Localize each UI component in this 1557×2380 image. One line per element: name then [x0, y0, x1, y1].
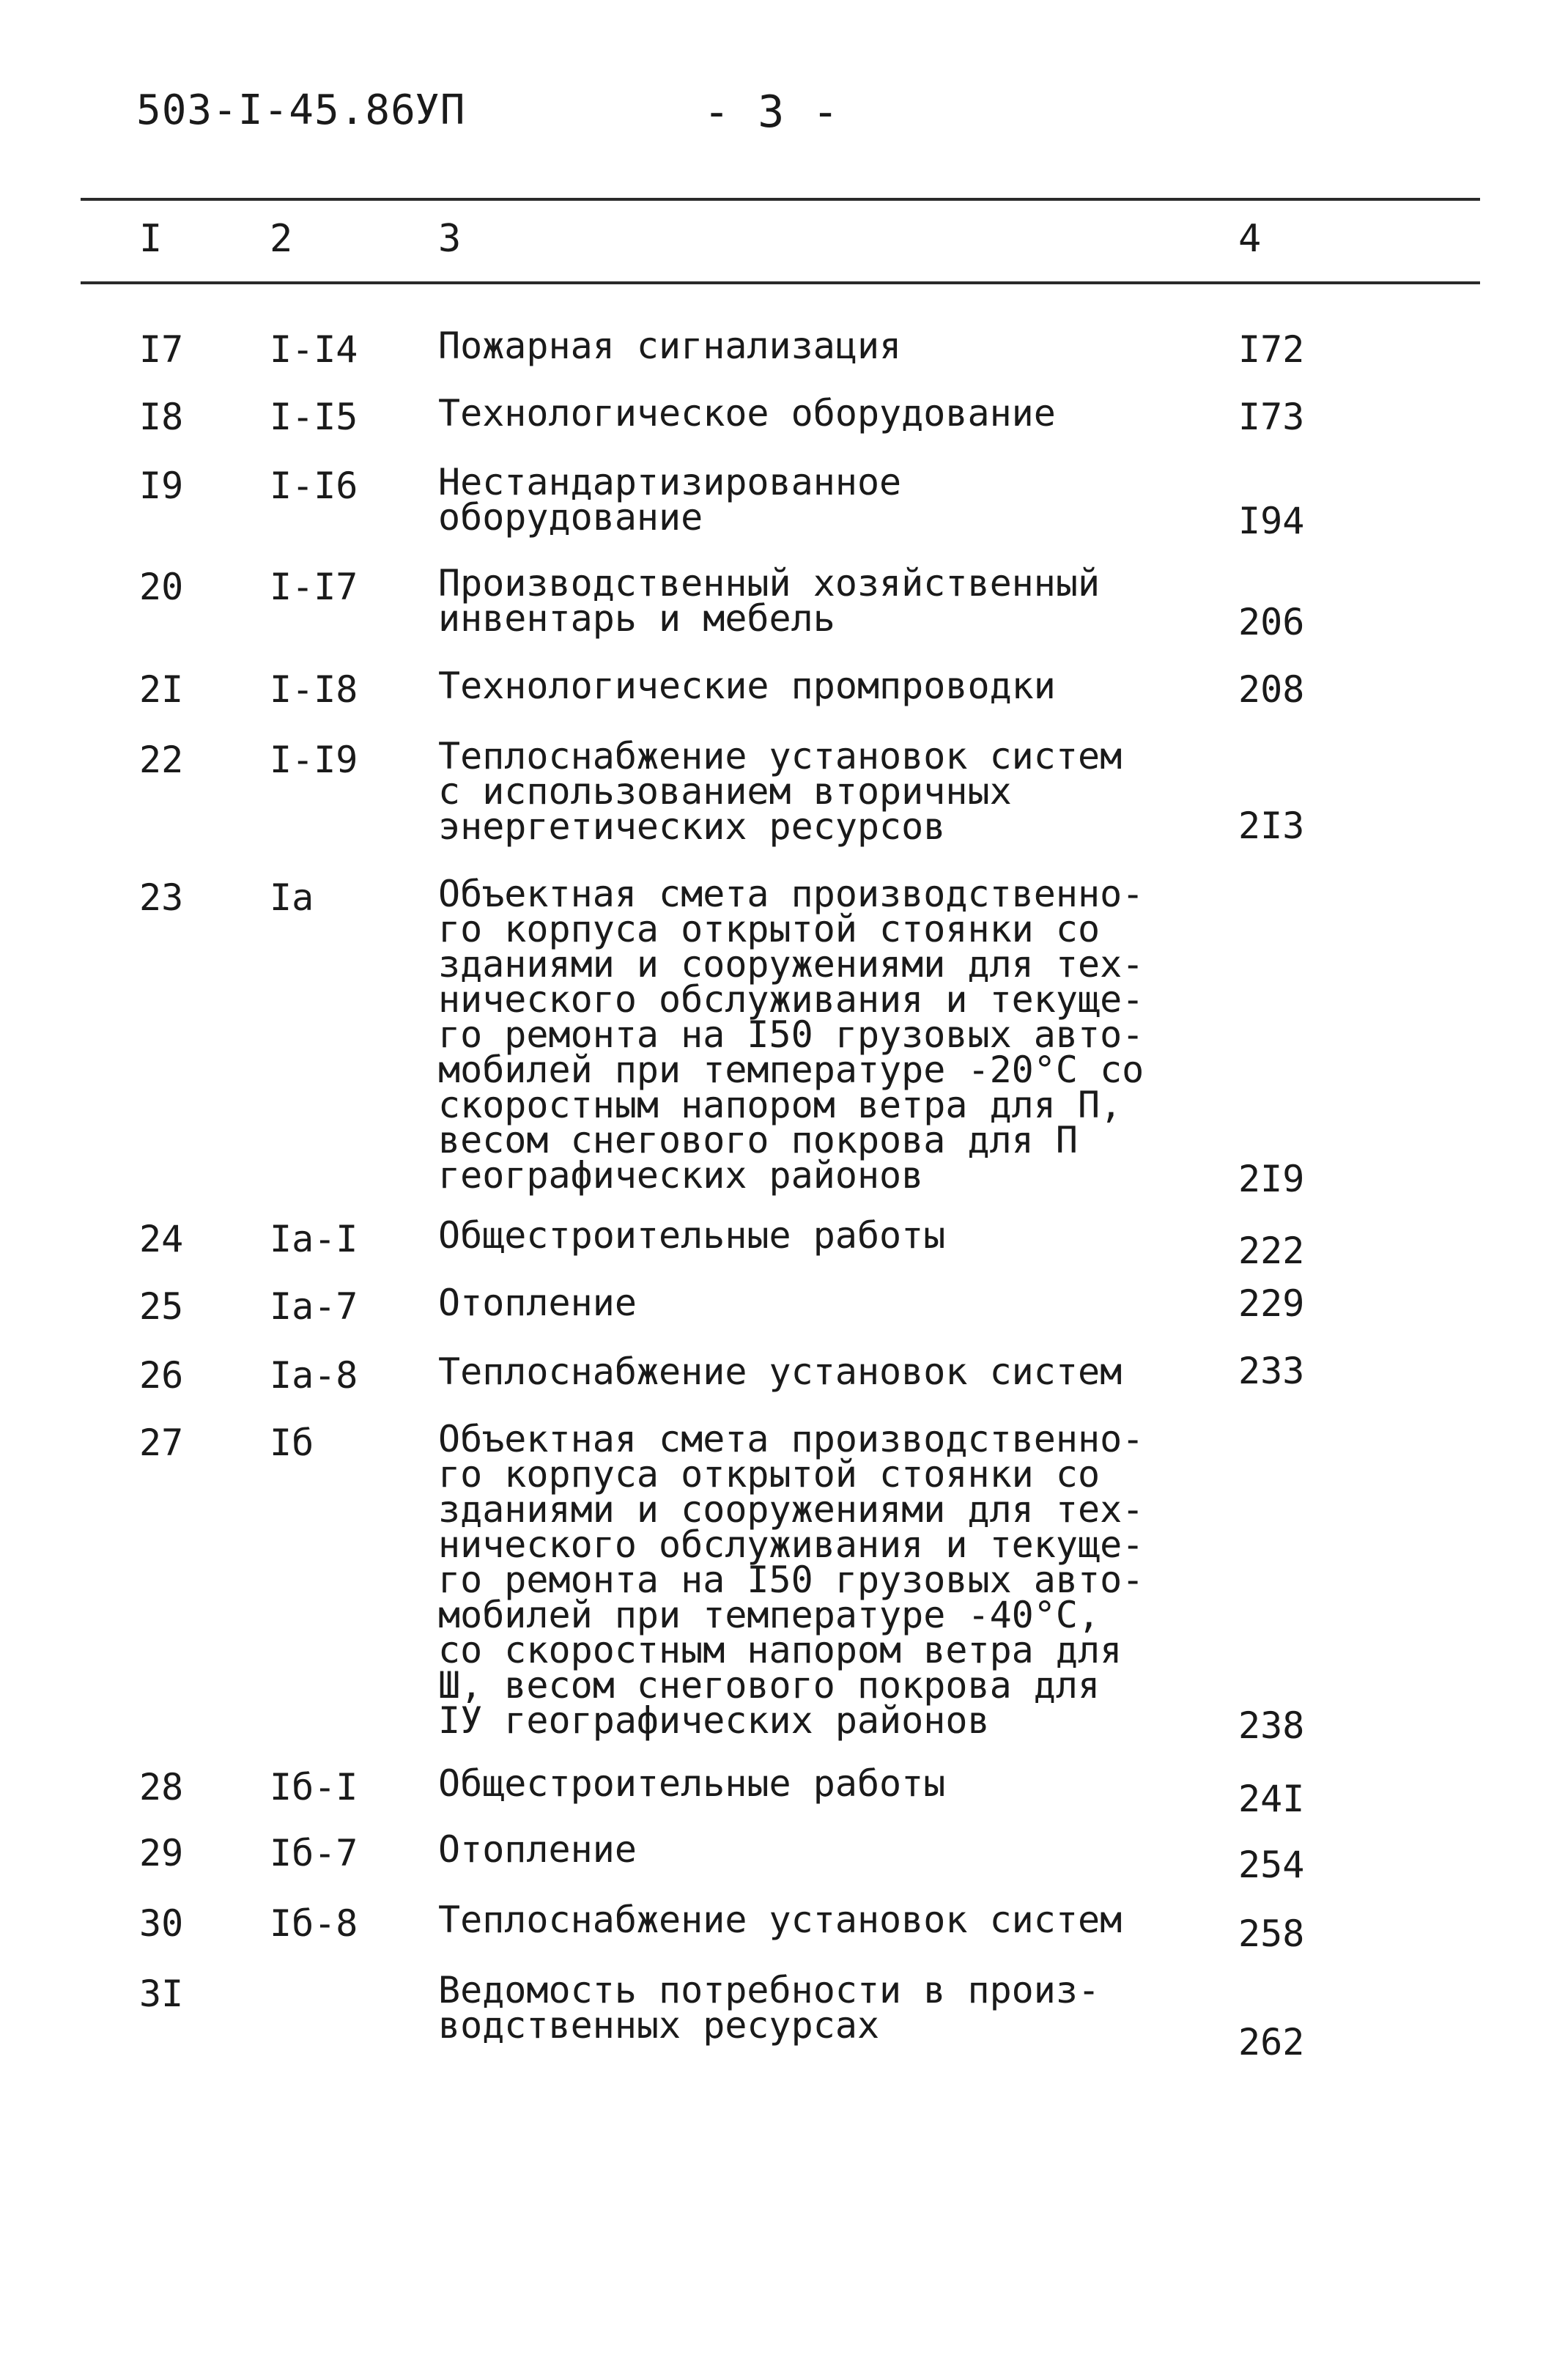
table-top-rule	[81, 198, 1480, 201]
row-number: 27	[139, 1422, 184, 1464]
section-title: Общестроительные работы	[438, 1762, 946, 1805]
page-ref: 254	[1238, 1844, 1305, 1886]
section-title: Объектная смета производственно- го корпуса открытой стоянки со зданиями и сооружениями для тех- нического обслуживания и текуще- го ремонта на I50 грузовых авто- мобилей при температуре -40°С, со скоростным напором ветра для Ш, весом снегового покрова для IУ географических районов	[438, 1418, 1144, 1742]
page-ref: 24I	[1238, 1778, 1305, 1820]
row-number: 28	[139, 1766, 184, 1808]
section-code: I-I5	[270, 396, 358, 438]
row-number: 29	[139, 1832, 184, 1874]
page-ref: 208	[1238, 668, 1305, 711]
row-number: I7	[139, 328, 184, 371]
section-title: Отопление	[438, 1828, 637, 1871]
section-title: Технологические промпроводки	[438, 665, 1056, 707]
section-title: Производственный хозяйственный инвентарь и мебель	[438, 562, 1101, 640]
row-number: 20	[139, 566, 184, 608]
section-title: Ведомость потребности в произ- водственных ресурсах	[438, 1969, 1101, 2047]
section-code: Iб	[270, 1422, 314, 1464]
page-ref: 258	[1238, 1912, 1305, 1955]
page-ref: I72	[1238, 328, 1305, 371]
section-title: Теплоснабжение установок систем с использованием вторичных энергетических ресурсов	[438, 735, 1123, 848]
section-code: I-I7	[270, 566, 358, 608]
page-ref: 229	[1238, 1282, 1305, 1325]
column-header-3: 3	[438, 217, 462, 261]
section-title: Отопление	[438, 1282, 637, 1324]
column-header-1: I	[139, 217, 163, 261]
page-ref: I94	[1238, 500, 1305, 542]
row-number: 22	[139, 739, 184, 781]
row-number: 3I	[139, 1973, 184, 2015]
document-code: 503-I-45.86	[136, 86, 416, 134]
section-code: Iб-I	[270, 1766, 358, 1808]
page-ref: 238	[1238, 1704, 1305, 1747]
section-code: Iа	[270, 876, 314, 919]
section-title: Нестандартизированное оборудование	[438, 461, 902, 539]
column-header-4: 4	[1238, 217, 1262, 261]
section-code: I-I4	[270, 328, 358, 371]
section-title: Пожарная сигнализация	[438, 325, 902, 367]
row-number: 26	[139, 1354, 184, 1397]
section-title: Теплоснабжение установок систем	[438, 1899, 1123, 1941]
section-code: Iа-7	[270, 1285, 358, 1328]
page-number: - 3 -	[703, 86, 840, 138]
section-code: Iа-8	[270, 1354, 358, 1397]
column-header-2: 2	[270, 217, 293, 261]
section-title: Объектная смета производственно- го корпуса открытой стоянки со зданиями и сооружениями для тех- нического обслуживания и текуще- го ремонта на I50 грузовых авто- мобилей при температуре -20°С со скоростным напором ветра для П, весом снегового покрова для П географических районов	[438, 873, 1144, 1197]
page-ref: 206	[1238, 601, 1305, 643]
row-number: 2I	[139, 668, 184, 711]
section-code: Iб-8	[270, 1902, 358, 1945]
section-title: Теплоснабжение установок систем	[438, 1350, 1123, 1393]
page-ref: 2I3	[1238, 805, 1305, 847]
row-number: 24	[139, 1218, 184, 1260]
section-title: Технологическое оборудование	[438, 392, 1056, 435]
row-number: I9	[139, 465, 184, 507]
section-code: Iб-7	[270, 1832, 358, 1874]
page-ref: 262	[1238, 2021, 1305, 2063]
row-number: 30	[139, 1902, 184, 1945]
section-title: Общестроительные работы	[438, 1214, 946, 1257]
section-code: Iа-I	[270, 1218, 358, 1260]
document-type: УП	[415, 86, 466, 134]
page-ref: 2I9	[1238, 1158, 1305, 1200]
section-code: I-I9	[270, 739, 358, 781]
page-ref: 233	[1238, 1350, 1305, 1392]
section-code: I-I6	[270, 465, 358, 507]
row-number: 23	[139, 876, 184, 919]
table-header-rule	[81, 281, 1480, 284]
row-number: I8	[139, 396, 184, 438]
page-ref: 222	[1238, 1230, 1305, 1272]
row-number: 25	[139, 1285, 184, 1328]
section-code: I-I8	[270, 668, 358, 711]
page-ref: I73	[1238, 396, 1305, 438]
